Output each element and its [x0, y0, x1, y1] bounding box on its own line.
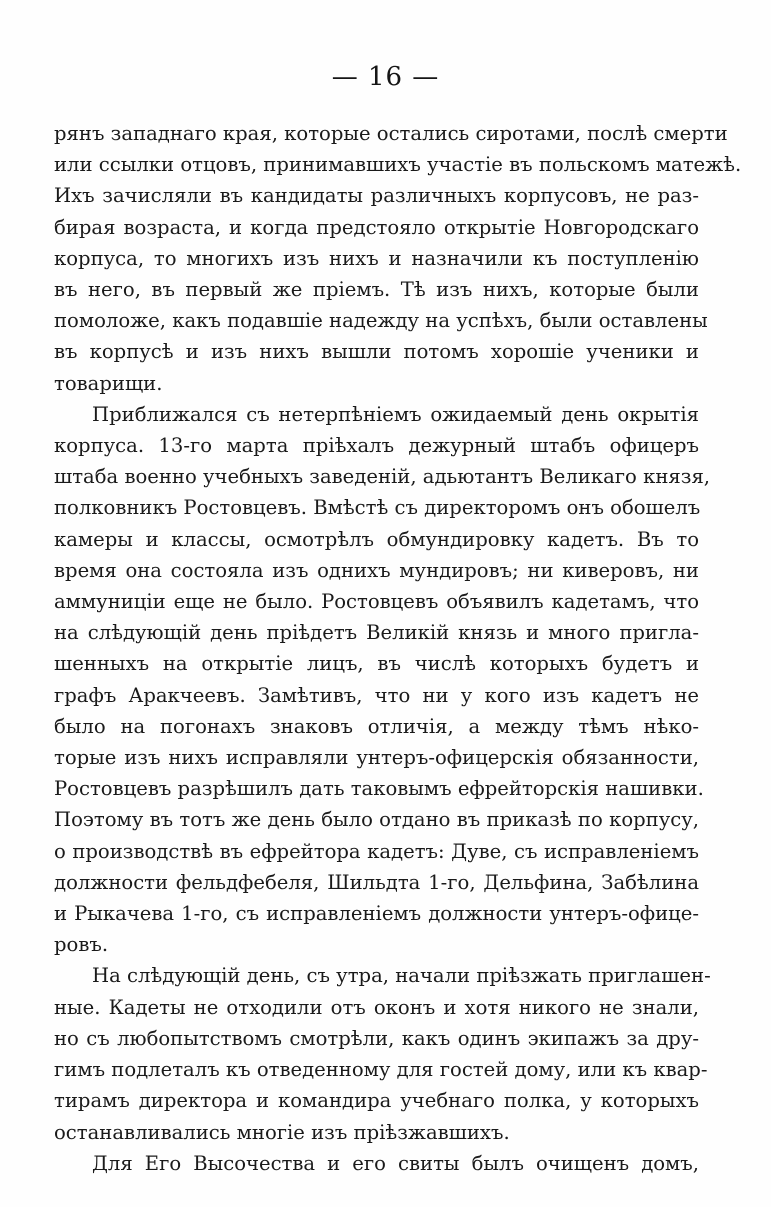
text-line: должности фельдфебеля, Шильдта 1-го, Дельфина, Забѣлина [54, 870, 699, 894]
text-line: въ него, въ первый же пріемъ. Тѣ изъ нихъ, которые были [54, 278, 699, 302]
text-line: въ корпусѣ и изъ нихъ вышли потомъ хорошіе ученики и [54, 340, 699, 364]
text-line: о производствѣ въ ефрейтора кадетъ: Дуве, съ исправленіемъ [54, 839, 699, 863]
text-line: шенныхъ на открытіе лицъ, въ числѣ которыхъ будетъ и [54, 652, 699, 676]
text-line: аммуниціи еще не было. Ростовцевъ объявилъ кадетамъ, что [54, 590, 699, 614]
text-line: товарищи. [54, 371, 163, 395]
text-line: помоложе, какъ подавшіе надежду на успѣхъ, были оставлены [54, 309, 708, 333]
paragraph-1 [54, 118, 742, 399]
text-line: корпуса. 13-го марта пріѣхалъ дежурный штабъ офицеръ [54, 434, 699, 458]
body-text [54, 118, 742, 1179]
text-line: но съ любопытствомъ смотрѣли, какъ одинъ экипажъ за дру- [54, 1026, 699, 1050]
text-line: На слѣдующій день, съ утра, начали пріѣзжать приглашен- [92, 964, 711, 988]
text-line: бирая возраста, и когда предстояло открытіе Новгородскаго [54, 215, 699, 239]
text-line: Для Его Высочества и его свиты былъ очищенъ домъ, [92, 1151, 699, 1175]
paragraph-4 [54, 1148, 699, 1179]
text-line: или ссылки отцовъ, принимавшихъ участіе въ польскомъ матежѣ. [54, 153, 742, 177]
text-line: Ихъ зачисляли въ кандидаты различныхъ корпусовъ, не раз- [54, 184, 699, 208]
text-line: Приближался съ нетерпѣніемъ ожидаемый день окрытія [92, 402, 699, 426]
text-line: графъ Аракчеевъ. Замѣтивъ, что ни у кого изъ кадетъ не [54, 683, 699, 707]
text-line: корпуса, то многихъ изъ нихъ и назначили къ поступленію [54, 246, 699, 270]
text-line: рянъ западнаго края, которые остались сиротами, послѣ смерти [54, 122, 728, 145]
text-line: время она состояла изъ однихъ мундировъ; ни киверовъ, ни [54, 558, 699, 582]
text-line: и Рыкачева 1-го, съ исправленіемъ должности унтеръ-офице- [54, 902, 699, 926]
text-line: ровъ. [54, 933, 109, 957]
text-line: ные. Кадеты не отходили отъ оконъ и хотя никого не знали, [54, 995, 699, 1019]
text-line: штаба военно учебныхъ заведеній, адьютантъ Великаго князя, [54, 465, 711, 489]
paragraph-2 [54, 399, 711, 961]
text-line: тирамъ директора и командира учебнаго полка, у которыхъ [54, 1089, 699, 1113]
text-line: полковникъ Ростовцевъ. Вмѣстѣ съ директоромъ онъ обошелъ [54, 496, 701, 520]
page-number: — 16 — [331, 62, 440, 92]
text-line: Поэтому въ тотъ же день было отдано въ приказѣ по корпусу, [54, 808, 699, 832]
text-line: гимъ подлеталъ къ отведенному для гостей дому, или къ квар- [54, 1058, 708, 1082]
text-line: камеры и классы, осмотрѣлъ обмундировку кадетъ. Въ то [54, 527, 699, 551]
text-line: на слѣдующій день пріѣдетъ Великій князь и много пригла- [54, 621, 699, 645]
text-line: останавливались многіе изъ пріѣзжавшихъ. [54, 1120, 510, 1144]
text-line: торые изъ нихъ исправляли унтеръ-офицерскія обязанности, [54, 746, 699, 770]
text-line: было на погонахъ знаковъ отличія, а между тѣмъ нѣко- [54, 714, 699, 738]
text-line: Ростовцевъ разрѣшилъ дать таковымъ ефрейторскія нашивки. [54, 777, 704, 801]
paragraph-3 [54, 960, 711, 1147]
